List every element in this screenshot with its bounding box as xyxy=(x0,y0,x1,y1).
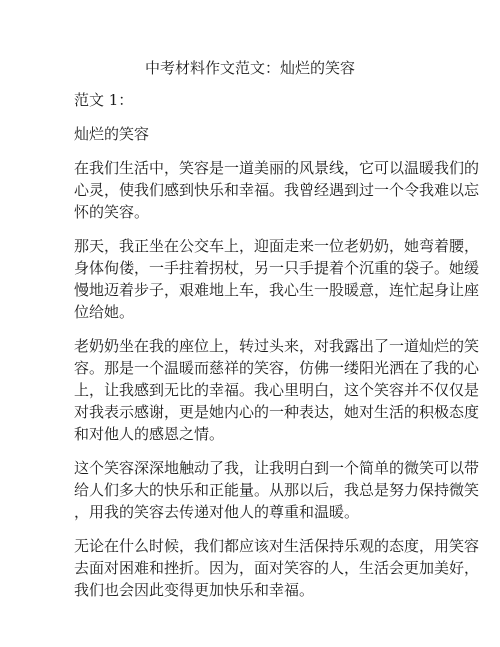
paragraph-line: 和对他人的感恩之情。 xyxy=(74,425,225,443)
paragraph-line: ，用我的笑容去传递对他人的尊重和温暖。 xyxy=(74,503,360,521)
paragraph-line: 慢地迈着步子，艰难地上车，我心生一股暖意，连忙起身让座 xyxy=(74,281,480,299)
paragraph-line: 身体佝偻，一手拄着拐杖，另一只手提着个沉重的袋子。她缓 xyxy=(74,259,480,277)
paragraph-line: 去面对困难和挫折。因为，面对笑容的人，生活会更加美好， xyxy=(74,559,480,577)
paragraph-line: 在我们生活中，笑容是一道美丽的风景线，它可以温暖我们的 xyxy=(74,159,480,177)
paragraph-line: 心灵，使我们感到快乐和幸福。我曾经遇到过一个令我难以忘 xyxy=(74,181,480,199)
paragraph-line: 我们也会因此变得更加快乐和幸福。 xyxy=(74,581,315,599)
paragraph-line: 怀的笑容。 xyxy=(74,203,150,221)
paragraph-line: 容。那是一个温暖而慈祥的笑容，仿佛一缕阳光洒在了我的心 xyxy=(74,359,480,377)
paragraph-line: 那天，我正坐在公交车上，迎面走来一位老奶奶，她弯着腰， xyxy=(74,237,480,255)
paragraph-line: 上，让我感到无比的幸福。我心里明白，这个笑容并不仅仅是 xyxy=(74,381,480,399)
document-title: 中考材料作文范文：灿烂的笑容 xyxy=(144,59,355,77)
paragraph-line: 给人们多大的快乐和正能量。从那以后，我总是努力保持微笑 xyxy=(74,481,480,499)
paragraph-line: 这个笑容深深地触动了我，让我明白到一个简单的微笑可以带 xyxy=(74,459,480,477)
essay-title: 灿烂的笑容 xyxy=(74,125,150,143)
paragraph-line: 无论在什么时候，我们都应该对生活保持乐观的态度，用笑容 xyxy=(74,537,480,555)
paragraph-line: 老奶奶坐在我的座位上，转过头来，对我露出了一道灿烂的笑 xyxy=(74,337,480,355)
section-label: 范文 1： xyxy=(74,91,134,109)
paragraph-line: 对我表示感谢，更是她内心的一种表达，她对生活的积极态度 xyxy=(74,403,480,421)
paragraph-line: 位给她。 xyxy=(74,303,135,321)
